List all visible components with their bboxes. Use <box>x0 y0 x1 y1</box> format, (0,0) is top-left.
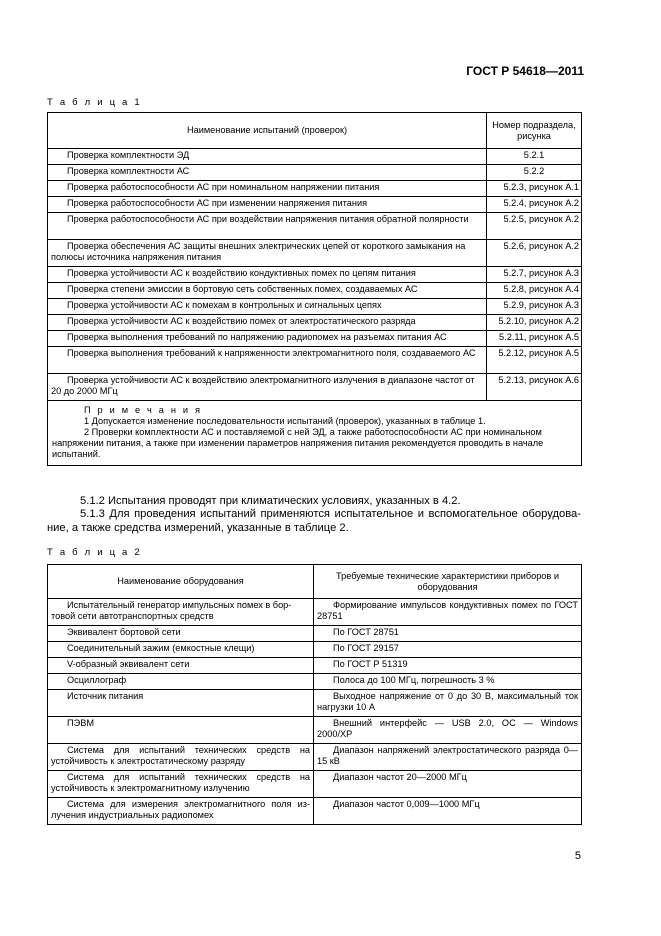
test-name: Проверка устойчивости АС к воздействию помех от электростатического разряда <box>48 315 487 331</box>
table-row <box>48 374 582 401</box>
test-name: Проверка работоспособности АС при номинальном напряжении питания <box>48 181 487 197</box>
section-number: 5.2.11, рисунок А.5 <box>487 331 582 347</box>
equipment-name: Источник питания <box>48 690 314 717</box>
note-item: 2 Проверки комплектности АС и поставляемой с ней ЭД, а также работоспособности АС при номинальном напряжении питания, а также при изменении параметров напряжения питания рекомендуется проводить в начале испытаний. <box>52 427 544 459</box>
section-number: 5.2.8, рисунок А.4 <box>487 283 582 299</box>
section-number: 5.2.3, рисунок А.1 <box>487 181 582 197</box>
table-row <box>48 165 582 181</box>
equipment-requirement: Диапазон частот 0,009—1000 МГц <box>314 798 582 825</box>
table-row <box>48 240 582 267</box>
page-number: 5 <box>574 850 581 862</box>
table-row <box>48 181 582 197</box>
table-row <box>48 213 582 240</box>
table-row <box>48 267 582 283</box>
equipment-name: Осциллограф <box>48 674 314 690</box>
section-number: 5.2.10, рисунок А.2 <box>487 315 582 331</box>
equipment-requirement: Формирование импульсов кондуктивных помех по ГОСТ 28751 <box>314 599 582 626</box>
table1-notes <box>48 401 582 466</box>
equipment-name: Система для испытаний технических средств на устойчивость к электростатическому разряду <box>48 744 314 771</box>
table-row <box>48 315 582 331</box>
equipment-name: Испытательный генератор импульсных помех в бортовой сети автотранспортных средств <box>48 599 314 626</box>
test-name: Проверка выполнения требований к напряженности электромагнитного поля, создаваемого АС <box>48 347 487 374</box>
table-row <box>48 658 582 674</box>
equipment-requirement: По ГОСТ Р 51319 <box>314 658 582 674</box>
section-number: 5.2.9, рисунок А.3 <box>487 299 582 315</box>
paragraph-5-1-2: 5.1.2 Испытания проводят при климатических условиях, указанных в 4.2. <box>80 495 461 507</box>
table-row <box>48 744 582 771</box>
table1-notes-row <box>48 401 582 466</box>
test-name: Проверка работоспособности АС при воздействии напряжения питания обратной полярности <box>48 213 487 240</box>
table-row <box>48 626 582 642</box>
equipment-requirement: Внешний интерфейс — USB 2.0, ОС — Windows 2000/XP <box>314 717 582 744</box>
section-number: 5.2.12, рисунок А.5 <box>487 347 582 374</box>
table-row <box>48 798 582 825</box>
section-number: 5.2.13, рисунок А.6 <box>487 374 582 401</box>
table-row <box>48 642 582 658</box>
table-row <box>48 674 582 690</box>
table1-header-row <box>48 113 582 149</box>
test-name: Проверка комплектности АС <box>48 165 487 181</box>
table-row <box>48 149 582 165</box>
equipment-requirement: По ГОСТ 28751 <box>314 626 582 642</box>
equipment-name: Система для измерения электромагнитного поля излучения индустриальных радиопомех <box>48 798 314 825</box>
equipment-name: Эквивалент бортовой сети <box>48 626 314 642</box>
table-row <box>48 347 582 374</box>
table-row <box>48 197 582 213</box>
table1 <box>47 112 582 466</box>
table-row <box>48 717 582 744</box>
equipment-name: V-образный эквивалент сети <box>48 658 314 674</box>
section-number: 5.2.6, рисунок А.2 <box>487 240 582 267</box>
test-name: Проверка степени эмиссии в бортовую сеть собственных помех, создаваемых АС <box>48 283 487 299</box>
equipment-requirement: Полоса до 100 МГц, погрешность 3 % <box>314 674 582 690</box>
section-number: 5.2.2 <box>487 165 582 181</box>
test-name: Проверка устойчивости АС к помехам в контрольных и сигнальных цепях <box>48 299 487 315</box>
table2-caption: Т а б л и ц а 2 <box>47 547 142 558</box>
table-row <box>48 771 582 798</box>
test-name: Проверка выполнения требований по напряжению радиопомех на разъемах питания АС <box>48 331 487 347</box>
table2 <box>47 564 582 825</box>
equipment-requirement: По ГОСТ 29157 <box>314 642 582 658</box>
table-row <box>48 690 582 717</box>
paragraph-5-1-3: 5.1.3 Для проведения испытаний применяются испытательное и вспомогательное оборудование, а также средства измерений, указанные в таблице 2. <box>47 508 581 534</box>
table1-col-num: Номер подраздела, рисунка <box>487 113 582 149</box>
test-name: Проверка устойчивости АС к воздействию электромагнитного излучения в диапазоне частот от 20 до 2000 МГц <box>48 374 487 401</box>
section-number: 5.2.4, рисунок А.2 <box>487 197 582 213</box>
section-number: 5.2.1 <box>487 149 582 165</box>
document-header: ГОСТ Р 54618—2011 <box>466 64 584 78</box>
section-number: 5.2.7, рисунок А.3 <box>487 267 582 283</box>
equipment-requirement: Диапазон частот 20—2000 МГц <box>314 771 582 798</box>
table2-header-row <box>48 565 582 599</box>
equipment-requirement: Диапазон напряжений электростатического разряда 0—15 кВ <box>314 744 582 771</box>
equipment-name: Соединительный зажим (емкостные клещи) <box>48 642 314 658</box>
table2-col-name: Наименование оборудования <box>48 565 314 599</box>
test-name: Проверка обеспечения АС защиты внешних электрических цепей от короткого замыкания на полюсы источника напряжения питания <box>48 240 487 267</box>
table-row <box>48 331 582 347</box>
equipment-name: ПЭВМ <box>48 717 314 744</box>
table-row <box>48 599 582 626</box>
table-row <box>48 283 582 299</box>
table1-caption: Т а б л и ц а 1 <box>47 97 142 108</box>
test-name: Проверка устойчивости АС к воздействию кондуктивных помех по цепям питания <box>48 267 487 283</box>
table-row <box>48 299 582 315</box>
test-name: Проверка комплектности ЭД <box>48 149 487 165</box>
note-item: 1 Допускается изменение последовательности испытаний (проверок), указанных в таблице 1. <box>84 416 486 426</box>
table2-col-req: Требуемые технические характеристики приборов и оборудования <box>314 565 582 599</box>
equipment-name: Система для испытаний технических средств на устойчивость к электромагнитному излучению <box>48 771 314 798</box>
section-number: 5.2.5, рисунок А.2 <box>487 213 582 240</box>
test-name: Проверка работоспособности АС при изменении напряжения питания <box>48 197 487 213</box>
equipment-requirement: Выходное напряжение от 0 до 30 В, максимальный ток нагрузки 10 А <box>314 690 582 717</box>
notes-heading: П р и м е ч а н и я <box>84 405 203 415</box>
table1-col-name: Наименование испытаний (проверок) <box>48 113 487 149</box>
